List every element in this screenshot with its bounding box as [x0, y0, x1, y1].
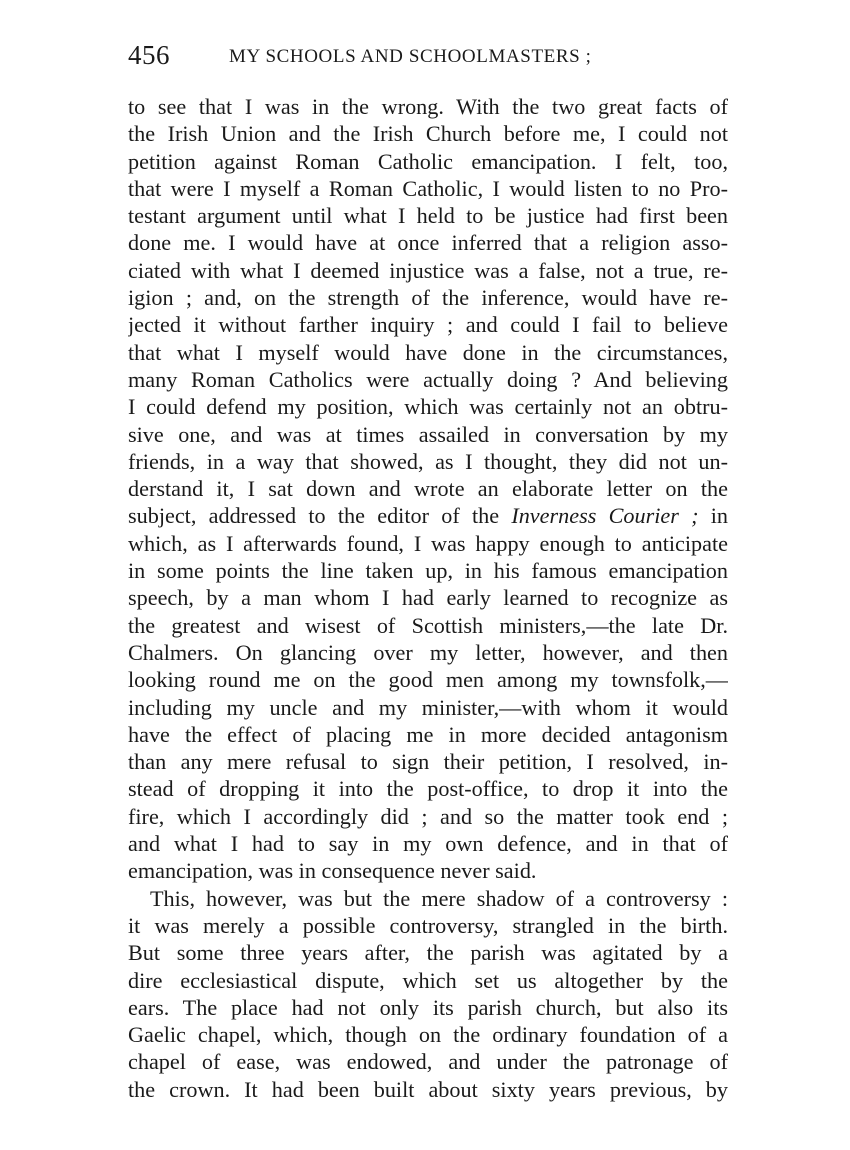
text-line: looking round me on the good men among my townsfolk,—	[128, 667, 728, 693]
text-line: petition against Roman Catholic emancipation. I felt, too,	[128, 148, 728, 174]
text-line: than any mere refusal to sign their petition, I resolved, in-	[128, 749, 728, 775]
text-line: it was merely a possible controversy, strangled in the birth.	[128, 912, 728, 938]
body-text	[128, 93, 728, 1103]
text-line: that were I myself a Roman Catholic, I would listen to no Pro-	[128, 175, 728, 201]
text-line: the greatest and wisest of Scottish ministers,—the late Dr.	[128, 612, 728, 638]
text-line: stead of dropping it into the post-office, to drop it into the	[128, 776, 728, 802]
text-line: that what I myself would have done in the circumstances,	[128, 339, 728, 365]
text-line: and what I had to say in my own defence, and in that of	[128, 831, 728, 857]
paragraph-start-line: This, however, was but the mere shadow of a controversy :	[150, 885, 728, 911]
text-line: jected it without farther inquiry ; and could I fail to believe	[128, 312, 728, 338]
text-line: done me. I would have at once inferred that a religion asso-	[128, 230, 728, 256]
text-line-with-italic	[128, 502, 728, 529]
text-line: sive one, and was at times assailed in conversation by my	[128, 421, 728, 447]
text-line: igion ; and, on the strength of the inference, would have re-	[128, 285, 728, 311]
text-line: Gaelic chapel, which, though on the ordinary foundation of a	[128, 1022, 728, 1048]
text-fragment: subject, addressed to the editor of the	[128, 503, 512, 529]
text-line: fire, which I accordingly did ; and so the matter took end ;	[128, 803, 728, 829]
text-line: the crown. It had been built about sixty years previous, by	[128, 1076, 728, 1102]
text-line: many Roman Catholics were actually doing ? And believing	[128, 366, 728, 392]
newspaper-title: Inverness Courier ;	[511, 503, 699, 529]
text-line: testant argument until what I held to be justice had first been	[128, 203, 728, 229]
text-line: I could defend my position, which was certainly not an obtru-	[128, 394, 728, 420]
text-line: which, as I afterwards found, I was happy enough to anticipate	[128, 530, 728, 556]
page-number: 456	[128, 40, 170, 70]
text-line: chapel of ease, was endowed, and under the patronage of	[128, 1049, 728, 1075]
page-header	[128, 40, 728, 74]
text-line: including my uncle and my minister,—with whom it would	[128, 694, 728, 720]
text-line: the Irish Union and the Irish Church before me, I could not	[128, 121, 728, 147]
paragraph-end-line: emancipation, was in consequence never said.	[128, 858, 537, 884]
text-line: in some points the line taken up, in his famous emancipation	[128, 558, 728, 584]
text-line: Chalmers. On glancing over my letter, however, and then	[128, 639, 728, 665]
text-line: have the effect of placing me in more decided antagonism	[128, 721, 728, 747]
text-line: But some three years after, the parish was agitated by a	[128, 940, 728, 966]
text-line: to see that I was in the wrong. With the two great facts of	[128, 94, 728, 119]
text-line: friends, in a way that showed, as I thought, they did not un-	[128, 448, 728, 474]
text-line: ears. The place had not only its parish church, but also its	[128, 994, 728, 1020]
text-line: ciated with what I deemed injustice was a false, not a true, re-	[128, 257, 728, 283]
text-line: speech, by a man whom I had early learned to recognize as	[128, 585, 728, 611]
text-line: dire ecclesiastical dispute, which set us altogether by the	[128, 967, 728, 993]
text-line: derstand it, I sat down and wrote an elaborate letter on the	[128, 476, 728, 502]
text-fragment: in	[698, 503, 728, 529]
running-head: MY SCHOOLS AND SCHOOLMASTERS ;	[229, 46, 592, 67]
